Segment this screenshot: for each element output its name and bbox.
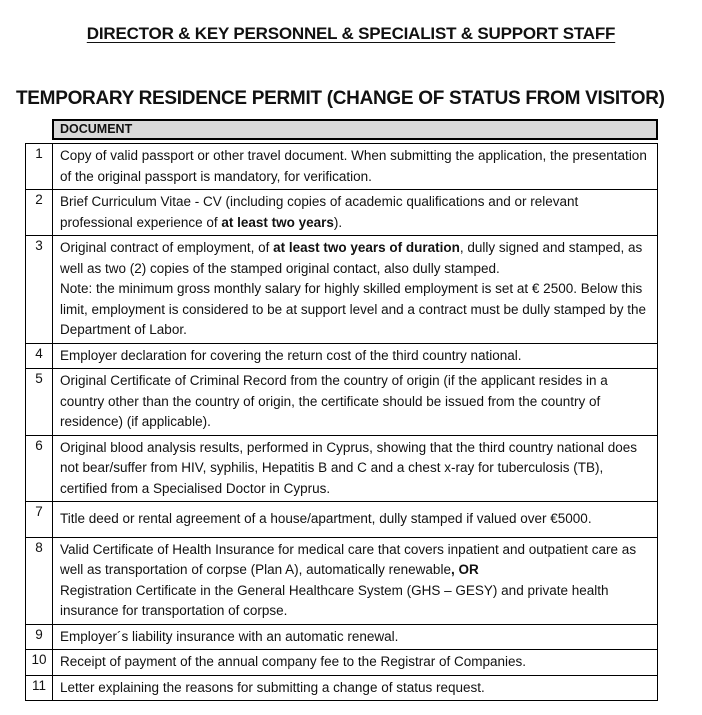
row-paragraph: Letter explaining the reasons for submitting a change of status request. (60, 679, 485, 695)
row-paragraph: Employer declaration for covering the return cost of the third country national. (60, 347, 522, 363)
table-row (26, 144, 658, 190)
row-paragraph: Original contract of employment, of at least two years of duration, dully signed and stamped, as well as two (2) copies of the stamped original contact, also dully stamped. (60, 240, 643, 276)
row-paragraph: Employer´s liability insurance with an automatic renewal. (60, 628, 399, 644)
row-text-cell (53, 369, 658, 436)
table-row (26, 502, 658, 538)
row-number-cell: 5 (26, 369, 53, 436)
table-row (26, 624, 658, 650)
row-text-cell (53, 675, 658, 701)
row-number-cell: 8 (26, 537, 53, 624)
row-paragraph: Brief Curriculum Vitae - CV (including copies of academic qualifications and or relevant professional experience of at least two years). (60, 194, 579, 230)
section-title: TEMPORARY RESIDENCE PERMIT (CHANGE OF STATUS FROM VISITOR) (16, 88, 665, 109)
table-row (26, 369, 658, 436)
row-text-cell (53, 502, 658, 538)
row-paragraph: Copy of valid passport or other travel document. When submitting the application, the presentation of the original passport is mandatory, for verification. (60, 148, 647, 184)
row-paragraph: Valid Certificate of Health Insurance for medical care that covers inpatient and outpatient care as well as transportation of corpse (Plan A), automatically renewable, OR (60, 541, 637, 577)
documents-table-grid (25, 143, 658, 701)
row-number-cell: 4 (26, 343, 53, 369)
row-text-cell (53, 236, 658, 344)
row-text-cell (53, 650, 658, 676)
row-paragraph: Receipt of payment of the annual company fee to the Registrar of Companies. (60, 654, 527, 669)
row-text-cell (53, 144, 658, 190)
page-title: DIRECTOR & KEY PERSONNEL & SPECIALIST & SUPPORT STAFF (86, 24, 616, 43)
table-row (26, 675, 658, 701)
row-number-cell: 11 (26, 675, 53, 701)
documents-table (25, 119, 658, 701)
row-number-cell: 6 (26, 435, 53, 502)
row-number-cell: 3 (26, 236, 53, 344)
row-number-cell: 1 (26, 144, 53, 190)
row-text-cell (53, 343, 658, 369)
row-text-cell (53, 435, 658, 502)
table-header-cell: DOCUMENT (52, 119, 658, 140)
table-row (26, 537, 658, 624)
row-paragraph: Original Certificate of Criminal Record from the country of origin (if the applicant resides in a country other than the country of origin, the certificate should be issued from the country of residence) (if applicable). (60, 373, 608, 429)
table-row (26, 190, 658, 236)
row-paragraph: Note: the minimum gross monthly salary for highly skilled employment is set at € 2500. Below this limit, employment is considered to be at support level and a contract must be dully stamped by the Department of Labor. (60, 281, 647, 337)
row-number-cell: 10 (26, 650, 53, 676)
table-row (26, 236, 658, 344)
row-paragraph: Registration Certificate in the General Healthcare System (GHS – GESY) and private health insurance for transportation of corpse. (60, 582, 609, 618)
row-number-cell: 2 (26, 190, 53, 236)
table-row (26, 650, 658, 676)
row-text-cell (53, 537, 658, 624)
row-number-cell: 7 (26, 502, 53, 538)
row-text-cell (53, 190, 658, 236)
row-paragraph: Title deed or rental agreement of a house/apartment, dully stamped if valued over €5000. (60, 511, 592, 526)
row-paragraph: Original blood analysis results, performed in Cyprus, showing that the third country national does not bear/suffer from HIV, syphilis, Hepatitis B and C and a chest x-ray for tuberculosis (TB), certified from a Specialised Doctor in Cyprus. (60, 439, 638, 496)
row-text-cell (53, 624, 658, 650)
table-row (26, 343, 658, 369)
table-row (26, 435, 658, 502)
documents-table-body (26, 144, 658, 701)
row-number-cell: 9 (26, 624, 53, 650)
